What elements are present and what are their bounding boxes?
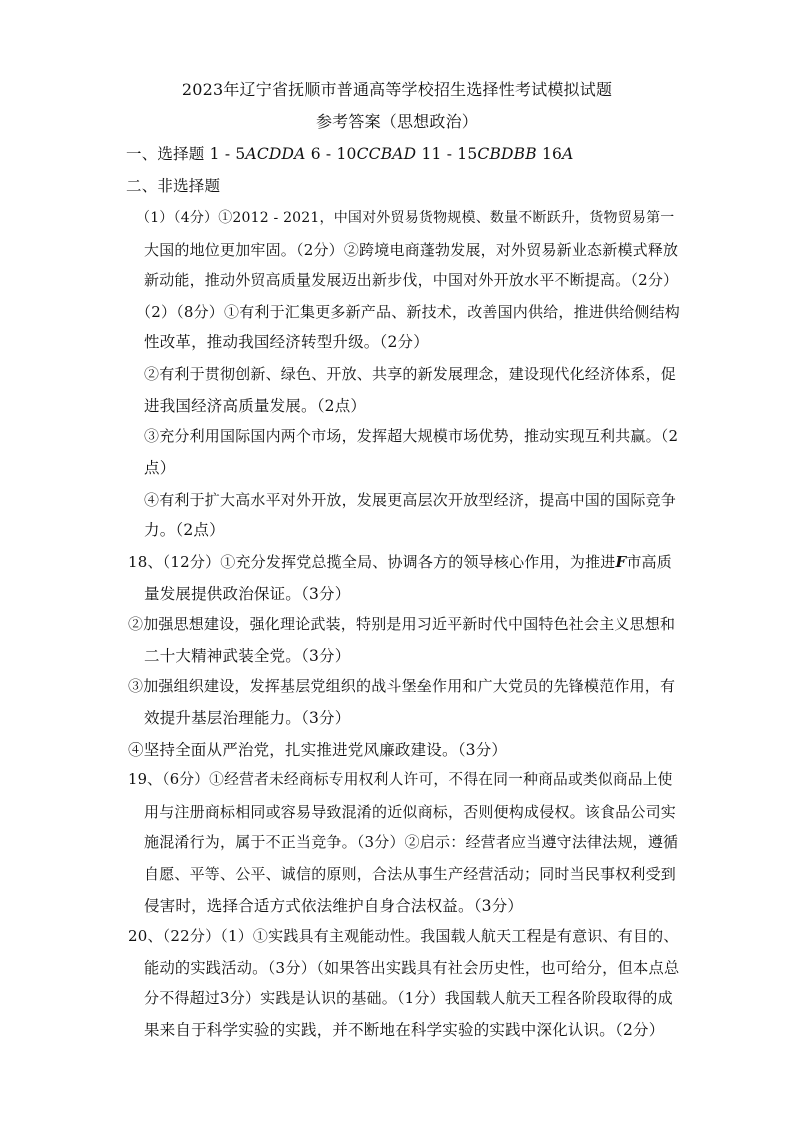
q18-line: ③加强组织建设，发挥基层党组织的战斗堡垒作用和广大党员的先锋模范作用，有 — [128, 677, 676, 695]
q18-line: 二十大精神武装全党。（3分） — [144, 647, 351, 665]
q17-line: 性改革，推动我国经济转型升级。（2分） — [144, 333, 429, 351]
q20-line: 能动的实践活动。（3分）（如果答出实践具有社会历史性，也可给分，但本点总 — [144, 959, 680, 977]
mc-range-11-15: 11 - 15 — [416, 145, 478, 163]
q17-line: 进我国经济高质量发展。（2点） — [144, 397, 367, 415]
q17-line: （1）（4分）①2012 - 2021，中国对外贸易货物规模、数量不断跃升，货物贸易第一 — [136, 210, 675, 226]
mc-prefix: 一、选择题 1 - 5 — [126, 145, 246, 163]
q17-line: （2）（8分）①有利于汇集更多新产品、新技术，改善国内供给，推进供给侧结构 — [136, 303, 680, 321]
q17-line: 新动能，推动外贸高质量发展迈出新步伐，中国对外开放水平不断提高。（2分） — [144, 271, 679, 289]
q19-line: 侵害时，选择合适方式依法维护自身合法权益。（3分） — [144, 897, 524, 915]
q18-text-a: 18、（12分）①充分发挥党总揽全局、协调各方的领导核心作用，为推进 — [128, 553, 616, 571]
q20-line: 20、（22分）（1）①实践具有主观能动性。我国载人航天工程是有意识、有目的、 — [128, 927, 679, 945]
mc-range-16: 16 — [536, 145, 563, 163]
mc-answers-11-15: CBDBB — [477, 145, 537, 163]
mc-answers-6-10: CCBAD — [356, 145, 417, 163]
q18-line: 量发展提供政治保证。（3分） — [144, 585, 351, 603]
q17-line: 点） — [144, 459, 176, 477]
q17-line: ③充分利用国际国内两个市场，发挥超大规模市场优势，推动实现互利共赢。（2 — [144, 427, 679, 445]
q19-line: 自愿、平等、公平、诚信的原则，合法从事生产经营活动；同时当民事权利受到 — [144, 865, 677, 883]
mc-answer-16: A — [562, 145, 574, 163]
section-heading-nonchoice: 二、非选择题 — [126, 177, 221, 195]
q18-line: ④坚持全面从严治党，扎实推进党风廉政建设。（3分） — [128, 741, 508, 759]
q19-line: 19、（6分）①经营者未经商标专用权利人许可，不得在同一种商品或类似商品上使 — [128, 771, 673, 788]
multiple-choice-answers — [126, 144, 574, 164]
q19-line: 用与注册商标相同或容易导致混淆的近似商标，否则便构成侵权。该食品公司实 — [144, 803, 677, 821]
mc-range-6-10: 6 - 10 — [305, 145, 357, 163]
mc-answers-1-5: ACDDA — [245, 145, 306, 163]
q18-line: ②加强思想建设，强化理论武装，特别是用习近平新时代中国特色社会主义思想和 — [128, 615, 676, 633]
q17-line: ②有利于贯彻创新、绿色、开放、共享的新发展理念，建设现代化经济体系，促 — [144, 365, 677, 383]
q18-line — [128, 552, 672, 572]
q18-line: 效提升基层治理能力。（3分） — [144, 709, 351, 727]
q18-text-c: 市高质 — [626, 553, 672, 571]
q20-line: 果来自于科学实验的实践，并不断地在科学实验的实践中深化认识。（2分） — [144, 1021, 665, 1039]
q17-line: 大国的地位更加牢固。（2分）②跨境电商蓬勃发展，对外贸易新业态新模式释放 — [144, 241, 679, 259]
document-subtitle: 参考答案（思想政治） — [315, 112, 478, 131]
q19-line: 施混淆行为，属于不正当竞争。（3分）②启示：经营者应当遵守法律法规，遵循 — [144, 833, 679, 851]
q17-line: ④有利于扩大高水平对外开放，发展更高层次开放型经济，提高中国的国际竞争 — [144, 491, 677, 509]
document-title: 2023年辽宁省抚顺市普通高等学校招生选择性考试模拟试题 — [181, 80, 613, 99]
q17-line: 力。（2点） — [144, 521, 225, 539]
q20-line: 分不得超过3分）实践是认识的基础。（1分）我国载人航天工程各阶段取得的成 — [144, 989, 673, 1007]
q18-city-letter: F — [615, 553, 627, 571]
